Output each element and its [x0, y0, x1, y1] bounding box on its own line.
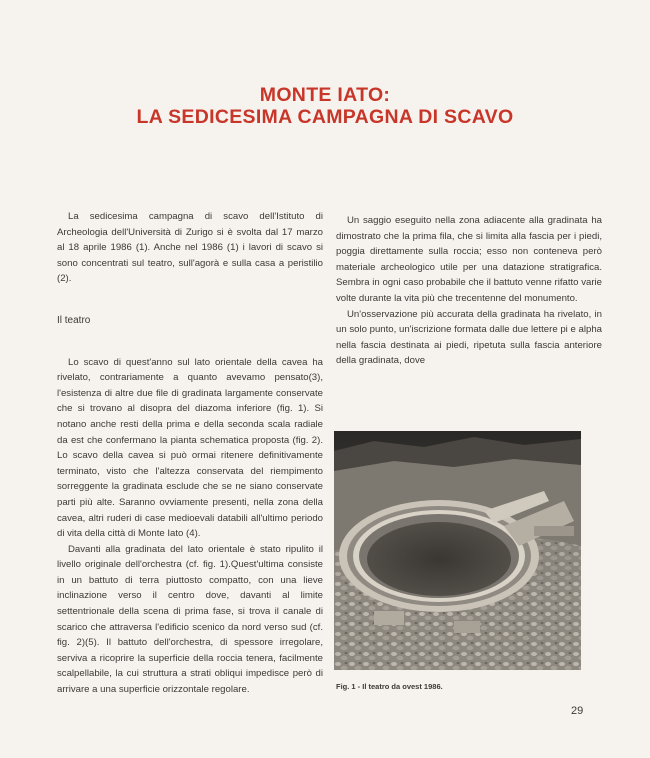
page-number: 29 [571, 705, 584, 717]
figure-caption: Fig. 1 - Il teatro da ovest 1986. [336, 682, 443, 691]
title-line-2: LA SEDICESIMA CAMPAGNA DI SCAVO [136, 106, 514, 128]
title-line-1: MONTE IATO: [259, 84, 391, 106]
body-paragraph-1: Lo scavo di quest'anno sul lato orientale della cavea ha rivelato, contrariamente a quanto avevamo pensato(3), l'esistenza di altre due file di gradinata largamente conservate che si trovano al disopra del diazoma inferiore (fig. 1). Si notano anche resti della prima e della seconda scala radiale da est che confermano la pianta schematica proposta (fig. 2). Lo scavo della cavea si può ormai ritenere definitivamente terminato, visto che l'altezza conservata del riempimento sorreggente la gradinata esclude che se ne siano conservate parti più alte. Saranno ovviamente presenti, nella zona della cavea, altri ruderi di case medioevali databili all'ultimo periodo di vita della città di Monte Iato (4). [57, 356, 323, 540]
theatre-photo [334, 431, 581, 670]
right-paragraph-1: Un saggio eseguito nella zona adiacente alla gradinata ha dimostrato che la prima fila, che si limita alla fascia per i piedi, poggia direttamente sulla roccia; esso non conteneva però materiale archeologico utile per una datazione stratigrafica. Sembra in ogni caso probabile che il battuto venne rifatto varie volte durante la vita più che trecentenne del monumento. [336, 215, 602, 304]
page-title [0, 84, 650, 128]
theatre-photo-image [334, 431, 581, 670]
right-column [336, 213, 602, 369]
left-column [57, 209, 323, 698]
intro-paragraph: La sedicesima campagna di scavo dell'Istituto di Archeologia dell'Università di Zurigo si è svolta dal 17 marzo al 18 aprile 1986 (1). Anche nel 1986 (1) i lavori di scavo si sono concentrati sul teatro, sull'agorà e sulla casa a peristilio (2). [57, 211, 323, 285]
right-paragraph-2: Un'osservazione più accurata della gradinata ha rivelato, in un solo punto, un'iscrizione formata dalle due lettere pi e alpha nella fascia destinata ai piedi, ripetuta sulla fascia anteriore della gradinata, dove [336, 308, 602, 367]
section-heading: Il teatro [57, 314, 91, 326]
body-paragraph-2: Davanti alla gradinata del lato orientale è stato ripulito il livello originale dell'orchestra (cf. fig. 1).Quest'ultima consiste in un battuto di terra piuttosto compatto, con una lieve inclinazione verso il centro dove, davanti al limite settentrionale della scena di prima fase, si trova il canale di scarico che attraversa l'edificio scenico da nord verso sud (cf. fig. 2)(5). Il battuto dell'orchestra, di spessore irregolare, serviva a ricoprire la superficie della roccia tenera, facilmente scalpellabile, la cui struttura a strati obliqui impedisce però di arrivare a una superficie orizzontale regolare. [57, 543, 323, 696]
